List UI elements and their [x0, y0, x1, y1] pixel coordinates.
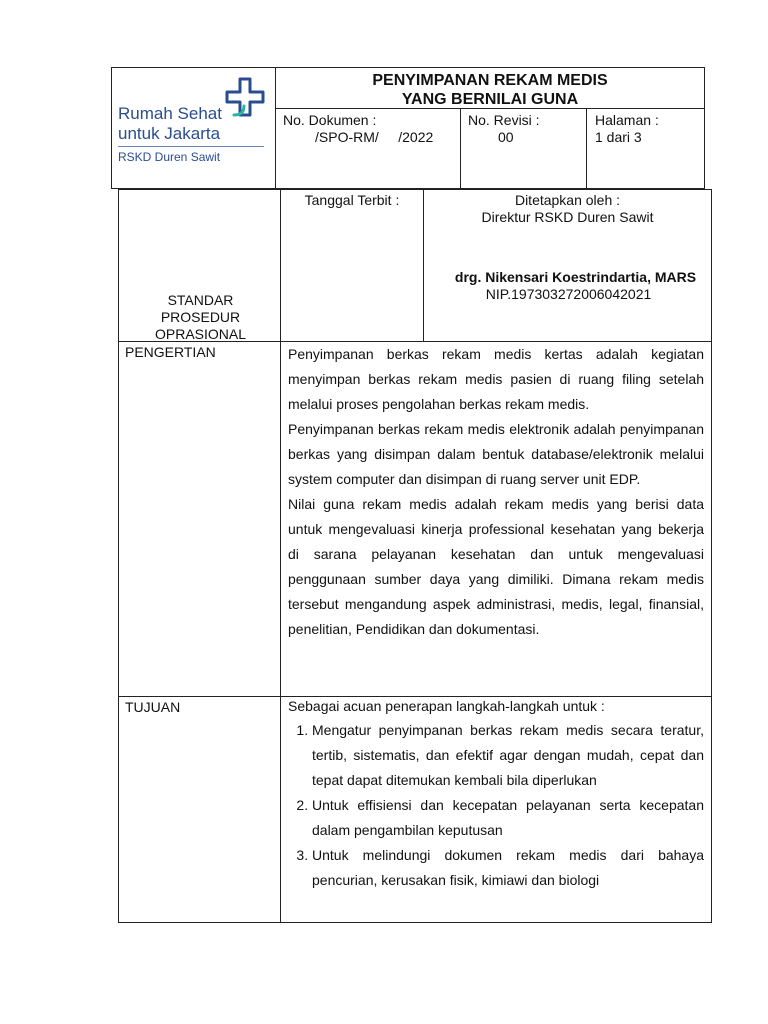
issue-date-label: Tanggal Terbit :: [304, 192, 400, 208]
tujuan-label-cell: [118, 696, 281, 923]
page-cell: [586, 108, 705, 189]
signer-nip: NIP.197303272006042021: [485, 286, 652, 302]
pengertian-label: PENGERTIAN: [125, 344, 216, 360]
sop-label-line2: PROSEDUR: [160, 309, 241, 325]
tujuan-item-2: 2. Untuk effisiensi dan kecepatan pelayanan serta kecepatan dalam pengambilan keputusan: [312, 793, 704, 843]
logo-line2: untuk Jakarta: [118, 124, 221, 143]
sop-label-cell: [118, 189, 281, 342]
sop-label-line1: STANDAR: [167, 292, 234, 308]
doc-title-line2: YANG BERNILAI GUNA: [401, 91, 579, 108]
tujuan-content-cell: [280, 696, 712, 923]
tujuan-item-1: 1. Mengatur penyimpanan berkas rekam medis secara teratur, tertib, sistematis, dan efektif agar dengan mudah, cepat dan tepat dapat ditemukan kembali bila diperlukan: [312, 718, 704, 793]
tujuan-label: TUJUAN: [125, 699, 181, 715]
revision-cell: [460, 108, 587, 189]
tujuan-intro: Sebagai acuan penerapan langkah-langkah untuk :: [288, 698, 605, 714]
pengertian-label-cell: [118, 341, 281, 697]
pengertian-content-cell: [280, 341, 712, 697]
pengertian-paragraph-2: Penyimpanan berkas rekam medis elektronik adalah penyimpanan berkas yang disimpan dalam bentuk database/elektronik melalui system computer dan disimpan di ruang server unit EDP.: [288, 421, 704, 487]
revision-label: No. Revisi :: [468, 112, 540, 128]
logo-line1: Rumah Sehat: [118, 104, 222, 123]
doc-number-label: No. Dokumen :: [283, 112, 377, 128]
pengertian-paragraph-3: Nilai guna rekam medis adalah rekam medis yang berisi data untuk mengevaluasi kinerja professional kesehatan yang bekerja di sarana pelayanan kesehatan dan untuk mengevaluasi penggunaan sumber daya yang dimiliki. Dimana rekam medis tersebut mengandung aspek administrasi, medis, legal, finansial, penelitian, Pendidikan dan dokumentasi.: [288, 496, 704, 637]
doc-title-line1: PENYIMPANAN REKAM MEDIS: [372, 72, 608, 89]
tujuan-list: [288, 718, 704, 893]
revision-value: 00: [498, 129, 514, 145]
doc-number-cell: [275, 108, 461, 189]
approval-cell: [423, 189, 712, 342]
doc-number-value: /SPO-RM/ /2022: [315, 129, 434, 145]
page-label: Halaman :: [595, 112, 659, 128]
pengertian-paragraph-1: Penyimpanan berkas rekam medis kertas adalah kegiatan menyimpan berkas rekam medis pasien di ruang filing setelah melalui proses pengolahan berkas rekam medis.: [288, 346, 704, 412]
title-cell: [275, 67, 705, 109]
logo-subtitle: RSKD Duren Sawit: [118, 150, 221, 164]
tujuan-item-3: 3. Untuk melindungi dokumen rekam medis dari bahaya pencurian, kerusakan fisik, kimiawi dan biologi: [312, 843, 704, 893]
rumah-sehat-cross-icon: [224, 76, 266, 118]
logo-divider: [118, 146, 264, 147]
logo-cell: [111, 67, 276, 189]
page-value: 1 dari 3: [595, 129, 642, 145]
signer-name: drg. Nikensari Koestrindartia, MARS: [454, 269, 697, 285]
issue-date-cell: [280, 189, 424, 342]
sop-label-line3: OPRASIONAL: [154, 326, 247, 342]
approval-position: Direktur RSKD Duren Sawit: [481, 209, 654, 225]
approval-label: Ditetapkan oleh :: [514, 192, 621, 208]
